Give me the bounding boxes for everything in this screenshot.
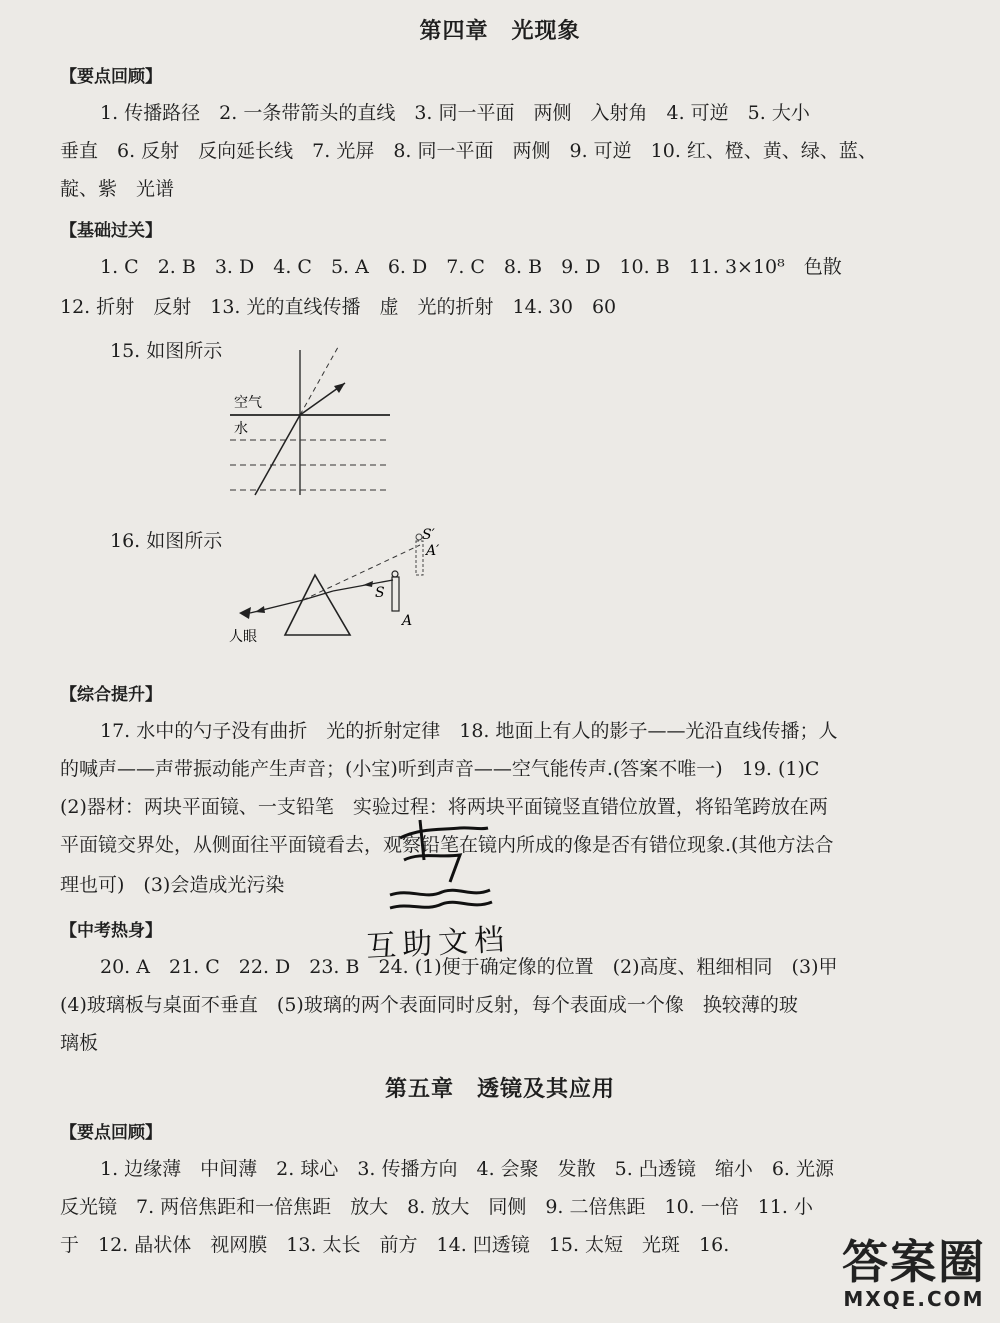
watermark-logo: 答案圈 — [842, 1235, 986, 1289]
eye-label: 人眼 — [229, 629, 257, 645]
chapter4-sec1-line: 靛、紫 光谱 — [60, 178, 175, 200]
air-label: 空气 — [234, 395, 262, 411]
question-16-label: 16. 如图所示 — [110, 530, 223, 552]
chapter4-title: 第四章 光现象 — [419, 19, 581, 44]
ray-arrow-icon — [363, 581, 373, 587]
chapter4-sec3-line: 的喊声——声带振动能产生声音；(小宝)听到声音——空气能传声.(答案不唯一) 19. (1)C — [60, 758, 820, 780]
handwritten-note: 互助文档 — [365, 922, 512, 965]
point-a-label: A — [402, 613, 413, 629]
chapter5-sec1-label: 【要点回顾】 — [60, 1123, 162, 1143]
chapter4-sec1-label: 【要点回顾】 — [60, 67, 162, 87]
chapter5-sec1-line: 反光镜 7. 两倍焦距和一倍焦距 放大 8. 放大 同侧 9. 二倍焦距 10. 一倍 11. 小 — [60, 1196, 814, 1218]
question-15-label: 15. 如图所示 — [110, 340, 223, 362]
chapter4-sec2-label: 【基础过关】 — [60, 221, 162, 241]
chapter4-sec4-label: 【中考热身】 — [60, 921, 162, 941]
chapter5-title: 第五章 透镜及其应用 — [384, 1077, 615, 1102]
watermark-url: MXQE.COM — [843, 1287, 985, 1311]
prism-diagram — [225, 525, 445, 665]
eye-icon — [239, 607, 251, 619]
chapter4-sec2-line: 1. C 2. B 3. D 4. C 5. A 6. D 7. C 8. B 9. D 10. B 11. 3×10⁸ 色散 — [100, 256, 842, 278]
point-s-label: S — [375, 585, 385, 601]
ray-arrow-icon — [255, 606, 265, 613]
virtual-ray — [303, 545, 420, 600]
chapter4-sec3-line: 理也可) (3)会造成光污染 — [60, 874, 285, 896]
chapter4-sec4-line: 20. A 21. C 22. D 23. B 24. (1)便于确定像的位置 (2)高度、粗细相同 (3)甲 — [100, 956, 838, 978]
chapter4-sec4-line: 璃板 — [60, 1032, 99, 1054]
point-s-prime-label: S′ — [422, 527, 435, 543]
object-candle — [392, 577, 399, 611]
chapter4-sec3-line: 17. 水中的勺子没有曲折 光的折射定律 18. 地面上有人的影子——光沿直线传播；人 — [100, 720, 838, 742]
water-label: 水 — [234, 421, 248, 437]
chapter4-sec3-label: 【综合提升】 — [60, 685, 162, 705]
extended-ray — [300, 345, 342, 415]
chapter4-sec2-line: 12. 折射 反射 13. 光的直线传播 虚 光的折射 14. 30 60 — [60, 296, 617, 318]
object-flame — [392, 571, 398, 577]
ray-in-water — [255, 415, 300, 495]
chapter4-sec1-line: 1. 传播路径 2. 一条带箭头的直线 3. 同一平面 两侧 入射角 4. 可逆 5. 大小 — [100, 102, 810, 124]
chapter4-sec3-line: 平面镜交界处，从侧面往平面镜看去，观察铅笔在镜内所成的像是否有错位现象.(其他方法合 — [60, 834, 834, 856]
point-a-prime-label: A′ — [426, 543, 440, 559]
refraction-diagram — [220, 345, 400, 505]
chapter5-sec1-line: 1. 边缘薄 中间薄 2. 球心 3. 传播方向 4. 会聚 发散 5. 凸透镜 缩小 6. 光源 — [100, 1158, 835, 1180]
chapter4-sec4-line: (4)玻璃板与桌面不垂直 (5)玻璃的两个表面同时反射，每个表面成一个像 换较薄的玻 — [60, 994, 798, 1016]
prism — [285, 575, 350, 635]
chapter4-sec3-line: (2)器材：两块平面镜、一支铅笔 实验过程：将两块平面镜竖直错位放置，将铅笔跨放在两 — [60, 796, 828, 818]
chapter5-sec1-line: 于 12. 晶状体 视网膜 13. 太长 前方 14. 凹透镜 15. 太短 光斑 16. — [60, 1234, 730, 1256]
site-watermark — [842, 1237, 986, 1311]
chapter4-sec1-line: 垂直 6. 反射 反向延长线 7. 光屏 8. 同一平面 两侧 9. 可逆 10. 红、橙、黄、绿、蓝、 — [60, 140, 877, 162]
ray-arrow-icon — [334, 383, 345, 393]
handwritten-scribble — [380, 800, 510, 920]
